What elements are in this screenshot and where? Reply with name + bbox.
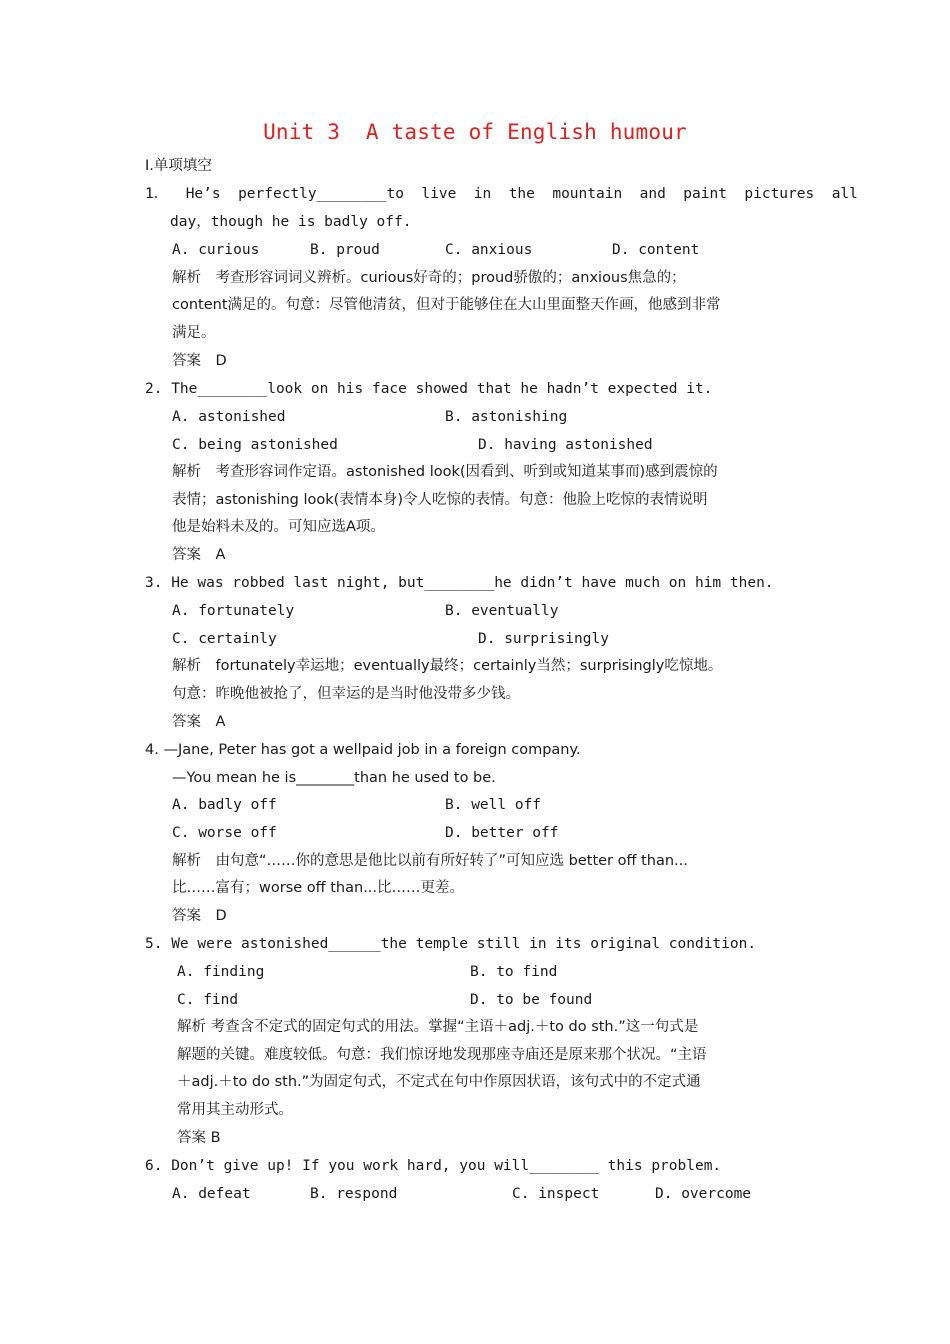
q1-option-a: A. curious: [172, 242, 260, 258]
q5-stem-line1: 5. We were astonished______the temple still in its original condition.: [145, 936, 757, 952]
q3-answer: 答案 A: [172, 714, 226, 730]
q2-stem-line1: 2. The________look on his face showed that he hadn’t expected it.: [145, 381, 713, 397]
q6-option-c: C. inspect: [512, 1186, 600, 1202]
section-heading: Ⅰ.单项填空: [145, 158, 212, 174]
q1-stem-line1: 1． He’s perfectly________to live in the mountain and paint pictures all: [145, 186, 858, 202]
q2-option-c: C. being astonished: [172, 437, 338, 453]
q1-explanation-line1: 解析 考查形容词词义辨析。curious好奇的；proud骄傲的；anxious焦急的；: [172, 270, 686, 286]
q5-explanation-line1: 解析 考查含不定式的固定句式的用法。掌握“主语＋adj.＋to do sth.”这一句式是: [177, 1019, 699, 1035]
q2-explanation-line2: 表情；astonishing look(表情本身)令人吃惊的表情。句意：他脸上吃惊的表情说明: [172, 492, 708, 508]
q4-explanation-line2: 比……富有；worse off than...比……更差。: [172, 880, 465, 896]
q2-option-a: A. astonished: [172, 409, 286, 425]
q5-explanation-line4: 常用其主动形式。: [177, 1102, 293, 1118]
q3-option-a: A. fortunately: [172, 603, 295, 619]
q4-answer: 答案 D: [172, 908, 227, 924]
q2-option-d: D. having astonished: [478, 437, 653, 453]
q3-option-b: B. eventually: [445, 603, 559, 619]
q3-explanation-line1: 解析 fortunately幸运地；eventually最终；certainly当然；surprisingly吃惊地。: [172, 658, 723, 674]
q4-option-a: A. badly off: [172, 797, 277, 813]
page-title: Unit 3 A taste of English humour: [263, 120, 687, 144]
q4-stem-line2: —You mean he is________than he used to be.: [172, 770, 496, 786]
q1-explanation-line2: content满足的。句意：尽管他清贫，但对于能够住在大山里面整天作画，他感到非常: [172, 297, 721, 313]
q3-option-d: D. surprisingly: [478, 631, 609, 647]
q1-answer: 答案 D: [172, 353, 227, 369]
q1-explanation-line3: 满足。: [172, 325, 216, 341]
q5-answer: 答案 B: [177, 1130, 221, 1146]
q3-stem-line1: 3. He was robbed last night, but________he didn’t have much on him then.: [145, 575, 774, 591]
q6-option-d: D. overcome: [655, 1186, 752, 1202]
q3-explanation-line2: 句意：昨晚他被抢了，但幸运的是当时他没带多少钱。: [172, 686, 520, 702]
q5-option-c: C. find: [177, 992, 239, 1008]
q6-option-b: B. respond: [310, 1186, 398, 1202]
q5-option-a: A. finding: [177, 964, 265, 980]
q5-option-d: D. to be found: [470, 992, 593, 1008]
q6-stem-line1: 6. Don’t give up! If you work hard, you will________ this problem.: [145, 1158, 722, 1174]
q2-explanation-line3: 他是始料未及的。可知应选A项。: [172, 519, 385, 535]
q2-option-b: B. astonishing: [445, 409, 568, 425]
q2-answer: 答案 A: [172, 547, 226, 563]
q3-option-c: C. certainly: [172, 631, 277, 647]
q1-option-b: B. proud: [310, 242, 380, 258]
q5-explanation-line2: 解题的关键。难度较低。句意：我们惊讶地发现那座寺庙还是原来那个状况。“主语: [177, 1047, 707, 1063]
q5-option-b: B. to find: [470, 964, 558, 980]
q4-option-c: C. worse off: [172, 825, 277, 841]
q2-explanation-line1: 解析 考查形容词作定语。astonished look(因看到、听到或知道某事而)感到震惊的: [172, 464, 718, 480]
q1-option-c: C. anxious: [445, 242, 533, 258]
q4-option-b: B. well off: [445, 797, 542, 813]
q5-explanation-line3: ＋adj.＋to do sth.”为固定句式，不定式在句中作原因状语，该句式中的不定式通: [177, 1074, 701, 1090]
q4-option-d: D. better off: [445, 825, 559, 841]
q1-stem-line2: day，though he is badly off.: [170, 214, 412, 230]
q4-explanation-line1: 解析 由句意“……你的意思是他比以前有所好转了”可知应选 better off than...: [172, 853, 688, 869]
q4-stem-line1: 4. —Jane, Peter has got a wellpaid job in a foreign company.: [145, 742, 581, 758]
q1-option-d: D. content: [612, 242, 700, 258]
q6-option-a: A. defeat: [172, 1186, 251, 1202]
